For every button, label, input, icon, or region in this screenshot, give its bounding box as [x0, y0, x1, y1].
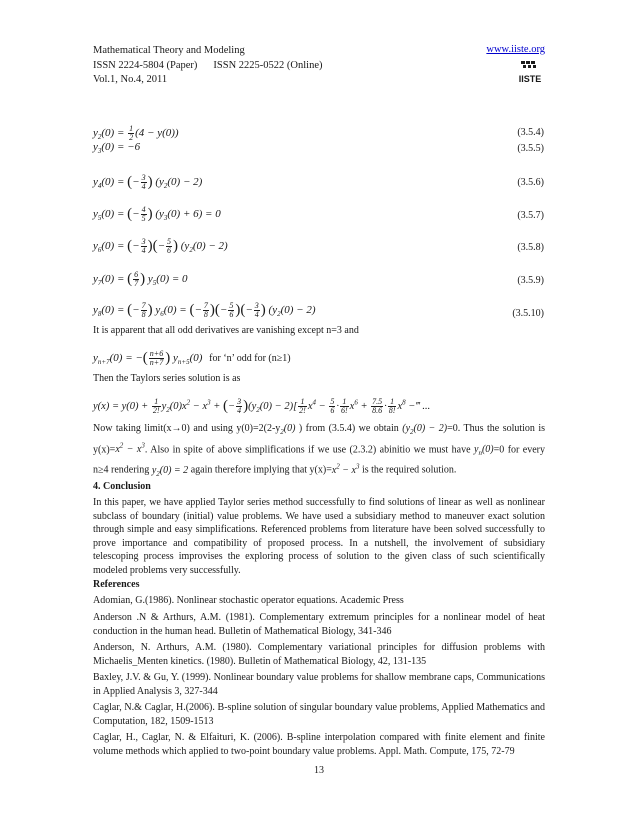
equation-number: (3.5.6) — [517, 177, 544, 188]
iiste-logo — [516, 60, 544, 88]
equation-number: (3.5.9) — [517, 275, 544, 286]
issn-paper: ISSN 2224-5804 (Paper) — [93, 59, 198, 71]
equation-number: (3.5.5) — [517, 143, 544, 154]
page-number: 13 — [314, 765, 324, 776]
limit-text-part1: Now taking limit(x→0) and using y(0)=2(2-y — [93, 423, 281, 434]
limit-text-part3: =0. Thus the — [447, 423, 500, 434]
taylor-series-equation: y(x) = y(0) + $\frac{1}{2!}$ $y_2(0)x^2 - x^3$ + (− $\frac{3}{4}$ )$(y_2(0) - 2)$[ $\frac{1}{2!}$ $x^4$ − $\frac{5}{6}$ · $\frac{1}{6!}$ $x^6$ + $\frac{7.5}{8.6}$ · $\frac{1}{8!}$ $x^8$ −‴ ... — [93, 397, 431, 415]
equation-3-5-4: $y_2(0)$ = $\frac{1}{2}$ (4 − y(0)) — [93, 124, 179, 142]
equation-3-5-8: $y_6(0)$ = (− $\frac{3}{4}$ )(− $\frac{5}{6}$ ) $(y_2(0) - 2)$ — [93, 237, 228, 255]
references-heading: References — [93, 579, 140, 590]
equation-3-5-7: $y_5(0)$ = (− $\frac{4}{5}$ ) $(y_3(0) + 6) = 0$ — [93, 205, 221, 223]
odd-derivatives-text: It is apparent that all odd derivatives are vanishing except n=3 and — [93, 325, 359, 336]
volume-info: Vol.1, No.4, 2011 — [93, 74, 168, 85]
equation-3-5-5: $y_3(0) = -6$ — [93, 141, 141, 156]
conclusion-heading: 4. Conclusion — [93, 481, 151, 492]
equation-number: (3.5.7) — [517, 210, 544, 221]
every-text-part2: again therefore implying that y(x)= — [190, 464, 332, 476]
recurrence-condition: for ‘n’ odd for (n≥1) — [209, 353, 291, 365]
limit-paragraph: Now taking limit(x→0) and using $y(0)=2(2-y_2(0)$ ) from (3.5.4) we obtain $(y_2(0) - 2)=0$. Thus the solution is $y(x)=x^2 - x^3$. Also in spite of above simplifications if we use (2.3.2) abinitio we must have $y_n(0)=0$ for every n≥4 rendering $y_2(0) = 2$ again therefore implying that $y(x)=x^2 - x^3$ is the required solution. — [93, 423, 546, 478]
conclusion-paragraph: In this paper, we have applied Taylor series method successfully to find solutions of linear as well as nonlinear subclass of boundary (initial) value problems. We have used a subsidiary method to maneuver exact solution through simple and easy simplifications. Referenced problems from literature have been solved successfully to prove importance and compatibility of proposed process. In a nutshell, the involvement of subsidiary telescoping process improvises the exploring process of solution to the given class of such scientifically modeled problems very successfully. — [93, 497, 545, 576]
journal-header — [93, 44, 322, 88]
issn-line — [93, 59, 322, 74]
taylor-intro-text: Then the Taylors series solution is as — [93, 373, 241, 384]
equation-number: (3.5.8) — [517, 242, 544, 253]
reference-item: Adomian, G.(1986). Nonlinear stochastic operator equations. Academic Press — [93, 595, 404, 606]
equation-3-5-10: $y_8(0)$ = (− $\frac{7}{8}$ ) $y_6(0)$ = (− $\frac{7}{8}$ )(− $\frac{5}{6}$ )(− $\frac{3}{4}$ ) $(y_2(0) - 2)$ — [93, 301, 316, 319]
reference-item: Anderson, N. Arthurs, A.M. (1980). Complementary variational principles for diffusion problems with Michaelis_Menten kinetics. (1980). Bulletin of Mathematical Biology, 42, 131-135 — [93, 642, 545, 667]
solution-text-part1: solution is y(x)= — [93, 423, 546, 455]
equation-number: (3.5.4) — [517, 127, 544, 138]
issn-online: ISSN 2225-0522 (Online) — [213, 59, 323, 71]
solution-end-text: solution. — [421, 464, 457, 476]
equation-number: (3.5.10) — [512, 308, 544, 319]
limit-text-part2: ) from (3.5.4) we obtain — [298, 423, 399, 434]
every-text-part1: =0 for every n≥4 rendering — [93, 443, 546, 476]
reference-item: Caglar, H., Caglar, N. & Elfaituri, K. (2006). B-spline interpolation compared with finite element and finite volume methods which applied to two-point boundary value problems. Appl. Math. Compute, 175, 72-79 — [93, 732, 545, 757]
journal-title: Mathematical Theory and Modeling — [93, 45, 245, 56]
reference-item: Caglar, N.& Caglar, H.(2006). B-spline solution of singular boundary value problems, Applied Mathematics and Computation, 182, 1509-1513 — [93, 702, 545, 727]
every-text-part3: is the required — [361, 464, 420, 476]
equation-3-5-6: $y_4(0)$ = (− $\frac{3}{4}$ ) $(y_2(0) - 2)$ — [93, 173, 203, 191]
reference-item: Anderson .N & Arthurs, A.M. (1981). Complementary extremum principles for a nonlinear model of heat conduction in the human head. Bulletin of Mathematical Biology, 341-346 — [93, 612, 545, 637]
reference-item: Baxley, J.V. & Gu, Y. (1999). Nonlinear boundary value problems for shallow membrane caps, Communications in Applied Analysis 3, 327-344 — [93, 672, 545, 697]
journal-url[interactable]: www.iiste.org — [486, 44, 545, 55]
equation-3-5-9: $y_7(0)$ = ( $\frac{6}{7}$ ) $y_5(0) = 0$ — [93, 270, 188, 288]
logo-text: IISTE — [518, 74, 542, 84]
recurrence-equation: $y_{n+7}(0)$ = −( $\frac{n+6}{n+7}$ ) $y_{n+5}(0)$ for ‘n’ odd for (n≥1) — [93, 349, 291, 367]
solution-text-part2: . Also in spite of above simplifications if we use (2.3.2) abinitio we must have — [144, 443, 471, 455]
